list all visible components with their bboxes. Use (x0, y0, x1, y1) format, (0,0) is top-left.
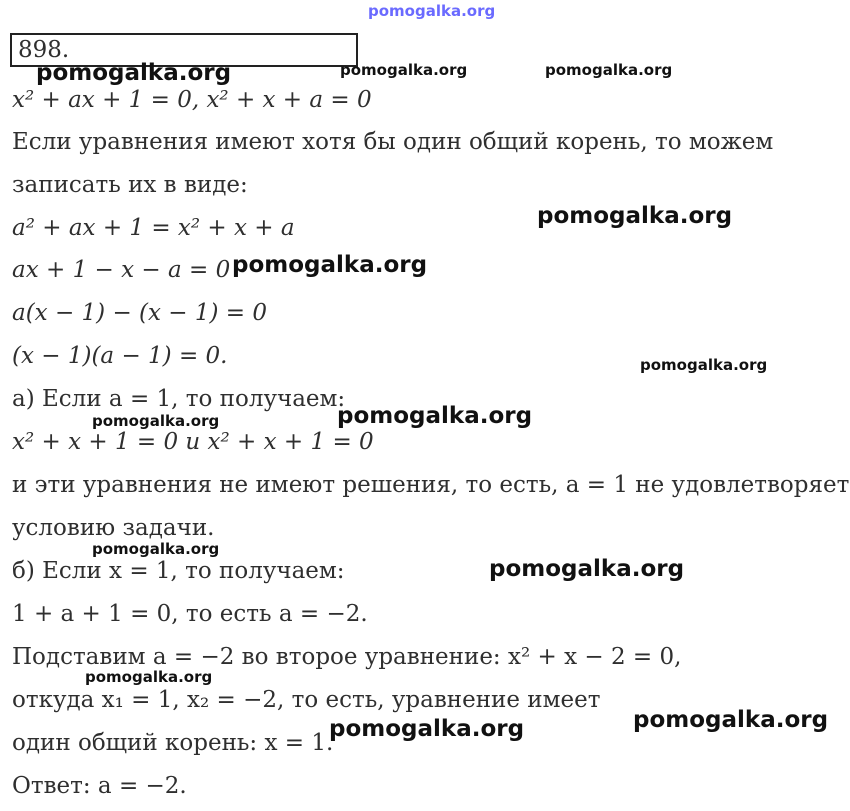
text-line-16: один общий корень: x = 1. (12, 730, 334, 756)
equation-line-7: (x − 1)(a − 1) = 0. (12, 343, 228, 369)
watermark: pomogalka.org (633, 707, 829, 733)
watermark: pomogalka.org (340, 61, 468, 79)
equation-line-6: a(x − 1) − (x − 1) = 0 (12, 300, 268, 326)
problem-number: 898. (18, 37, 70, 63)
equation-line-4: a² + ax + 1 = x² + x + a (12, 215, 295, 241)
text-line-12: б) Если x = 1, то получаем: (12, 558, 345, 584)
equation-line-1: x² + ax + 1 = 0, x² + x + a = 0 (12, 87, 372, 113)
equation-line-9: x² + x + 1 = 0 и x² + x + 1 = 0 (12, 429, 374, 455)
text-line-10: и эти уравнения не имеют решения, то есть, a = 1 не удовлетворяет (12, 472, 850, 498)
text-line-2: Если уравнения имеют хотя бы один общий корень, то можем (12, 129, 774, 155)
watermark: pomogalka.org (329, 716, 525, 742)
text-line-14: Подставим a = −2 во второе уравнение: x² + x − 2 = 0, (12, 644, 682, 670)
text-line-17: Ответ: a = −2. (12, 773, 187, 799)
watermark: pomogalka.org (337, 403, 533, 429)
text-line-11: условию задачи. (12, 515, 215, 541)
watermark: pomogalka.org (85, 668, 213, 686)
watermark: pomogalka.org (537, 203, 733, 229)
watermark: pomogalka.org (489, 556, 685, 582)
watermark: pomogalka.org (232, 252, 428, 278)
watermark: pomogalka.org (640, 356, 768, 374)
text-line-8: а) Если a = 1, то получаем: (12, 386, 346, 412)
watermark-top: pomogalka.org (368, 2, 496, 20)
text-line-15: откуда x₁ = 1, x₂ = −2, то есть, уравнение имеет (12, 687, 601, 713)
watermark: pomogalka.org (36, 60, 232, 86)
watermark: pomogalka.org (92, 412, 220, 430)
equation-line-5: ax + 1 − x − a = 0 (12, 257, 231, 283)
watermark: pomogalka.org (92, 540, 220, 558)
text-line-3: записать их в виде: (12, 172, 248, 198)
text-line-13: 1 + a + 1 = 0, то есть a = −2. (12, 601, 368, 627)
watermark: pomogalka.org (545, 61, 673, 79)
